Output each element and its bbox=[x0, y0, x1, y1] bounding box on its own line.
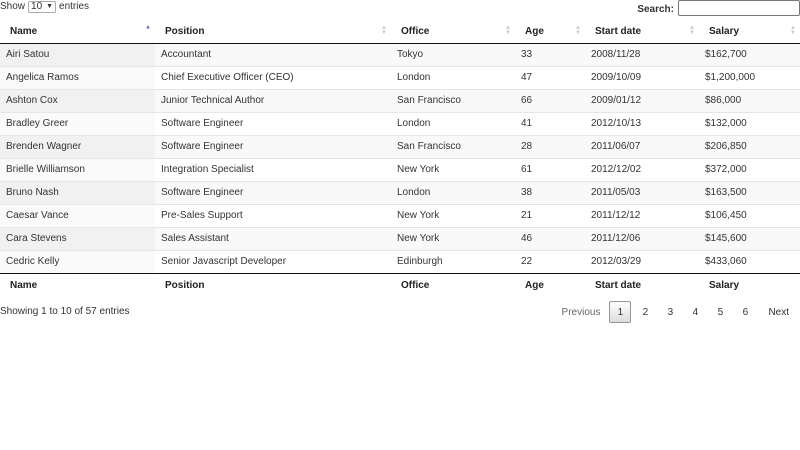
column-header-position[interactable] bbox=[155, 20, 391, 43]
cell-salary: $162,700 bbox=[699, 43, 800, 66]
column-header-label: Start date bbox=[595, 25, 642, 37]
pagination-page-button[interactable]: 4 bbox=[692, 306, 699, 318]
table-info: Showing 1 to 10 of 57 entries bbox=[0, 306, 130, 317]
cell-position: Software Engineer bbox=[155, 112, 391, 135]
cell-salary: $132,000 bbox=[699, 112, 800, 135]
cell-start-date: 2012/03/29 bbox=[585, 250, 699, 273]
pagination-page-button[interactable]: 5 bbox=[717, 306, 724, 318]
table-row bbox=[0, 227, 800, 250]
sort-ascending-icon: ▲ bbox=[145, 24, 151, 31]
cell-office: Tokyo bbox=[391, 43, 515, 66]
cell-office: London bbox=[391, 112, 515, 135]
entries-length-select[interactable] bbox=[28, 1, 56, 13]
cell-position: Software Engineer bbox=[155, 135, 391, 158]
sort-both-icon: ▲ ▼ bbox=[505, 25, 511, 37]
column-header-label: Office bbox=[401, 25, 430, 37]
cell-position: Pre-Sales Support bbox=[155, 204, 391, 227]
pagination bbox=[556, 301, 798, 323]
sort-both-icon: ▲ ▼ bbox=[689, 25, 695, 37]
column-header-label: Age bbox=[525, 25, 544, 37]
column-header-salary[interactable] bbox=[699, 20, 800, 43]
table-row bbox=[0, 43, 800, 66]
cell-office: San Francisco bbox=[391, 89, 515, 112]
cell-age: 47 bbox=[515, 66, 585, 89]
pagination-next-button[interactable]: Next bbox=[768, 306, 789, 318]
column-header-label: Position bbox=[165, 25, 205, 37]
column-footer-name: Name bbox=[0, 273, 155, 297]
cell-age: 22 bbox=[515, 250, 585, 273]
cell-start-date: 2011/12/12 bbox=[585, 204, 699, 227]
column-footer-salary: Salary bbox=[699, 273, 800, 297]
cell-salary: $163,500 bbox=[699, 181, 800, 204]
cell-start-date: 2012/12/02 bbox=[585, 158, 699, 181]
column-header-start-date[interactable] bbox=[585, 20, 699, 43]
cell-start-date: 2011/12/06 bbox=[585, 227, 699, 250]
column-header-label: Salary bbox=[709, 25, 740, 37]
column-footer-age: Age bbox=[515, 273, 585, 297]
cell-office: San Francisco bbox=[391, 135, 515, 158]
cell-age: 21 bbox=[515, 204, 585, 227]
cell-start-date: 2012/10/13 bbox=[585, 112, 699, 135]
cell-name: Angelica Ramos bbox=[0, 66, 155, 89]
cell-office: New York bbox=[391, 204, 515, 227]
pagination-previous-button[interactable]: Previous bbox=[561, 306, 601, 318]
cell-name: Airi Satou bbox=[0, 43, 155, 66]
cell-salary: $1,200,000 bbox=[699, 66, 800, 89]
cell-office: New York bbox=[391, 158, 515, 181]
column-footer-office: Office bbox=[391, 273, 515, 297]
cell-age: 61 bbox=[515, 158, 585, 181]
cell-name: Brielle Williamson bbox=[0, 158, 155, 181]
cell-name: Brenden Wagner bbox=[0, 135, 155, 158]
cell-age: 46 bbox=[515, 227, 585, 250]
sort-both-icon: ▲ ▼ bbox=[575, 25, 581, 37]
pagination-page-button[interactable]: 3 bbox=[667, 306, 674, 318]
pagination-page-button[interactable]: 2 bbox=[642, 306, 649, 318]
cell-position: Senior Javascript Developer bbox=[155, 250, 391, 273]
table-footer-row bbox=[0, 273, 800, 297]
column-header-label: Name bbox=[10, 25, 38, 37]
table-row bbox=[0, 112, 800, 135]
cell-name: Cedric Kelly bbox=[0, 250, 155, 273]
column-header-name[interactable] bbox=[0, 20, 155, 43]
cell-office: London bbox=[391, 181, 515, 204]
table-row bbox=[0, 66, 800, 89]
pagination-page-button[interactable]: 6 bbox=[742, 306, 749, 318]
cell-age: 28 bbox=[515, 135, 585, 158]
column-header-office[interactable] bbox=[391, 20, 515, 43]
cell-salary: $86,000 bbox=[699, 89, 800, 112]
entries-length-prefix: Show bbox=[0, 1, 26, 12]
cell-age: 41 bbox=[515, 112, 585, 135]
pagination-page-button[interactable]: 1 bbox=[609, 301, 631, 323]
cell-office: New York bbox=[391, 227, 515, 250]
cell-position: Software Engineer bbox=[155, 181, 391, 204]
cell-salary: $106,450 bbox=[699, 204, 800, 227]
column-footer-start-date: Start date bbox=[585, 273, 699, 297]
cell-name: Bradley Greer bbox=[0, 112, 155, 135]
chevron-down-icon: ▼ bbox=[46, 3, 54, 10]
cell-office: Edinburgh bbox=[391, 250, 515, 273]
cell-salary: $206,850 bbox=[699, 135, 800, 158]
cell-age: 33 bbox=[515, 43, 585, 66]
entries-length-control bbox=[0, 0, 89, 14]
cell-name: Bruno Nash bbox=[0, 181, 155, 204]
data-table bbox=[0, 20, 800, 297]
table-row bbox=[0, 89, 800, 112]
entries-length-value: 10 bbox=[31, 1, 43, 12]
cell-salary: $433,060 bbox=[699, 250, 800, 273]
table-row bbox=[0, 135, 800, 158]
cell-office: London bbox=[391, 66, 515, 89]
search-input[interactable] bbox=[678, 0, 800, 16]
search-label: Search: bbox=[637, 3, 674, 15]
cell-age: 66 bbox=[515, 89, 585, 112]
cell-position: Integration Specialist bbox=[155, 158, 391, 181]
column-footer-position: Position bbox=[155, 273, 391, 297]
sort-both-icon: ▲ ▼ bbox=[790, 25, 796, 37]
cell-start-date: 2011/06/07 bbox=[585, 135, 699, 158]
cell-name: Cara Stevens bbox=[0, 227, 155, 250]
cell-salary: $145,600 bbox=[699, 227, 800, 250]
table-row bbox=[0, 181, 800, 204]
cell-position: Accountant bbox=[155, 43, 391, 66]
cell-position: Sales Assistant bbox=[155, 227, 391, 250]
search-control bbox=[637, 0, 800, 16]
cell-salary: $372,000 bbox=[699, 158, 800, 181]
table-row bbox=[0, 204, 800, 227]
table-row bbox=[0, 158, 800, 181]
column-header-age[interactable] bbox=[515, 20, 585, 43]
cell-position: Junior Technical Author bbox=[155, 89, 391, 112]
cell-position: Chief Executive Officer (CEO) bbox=[155, 66, 391, 89]
cell-age: 38 bbox=[515, 181, 585, 204]
sort-both-icon: ▲ ▼ bbox=[381, 25, 387, 37]
cell-start-date: 2009/10/09 bbox=[585, 66, 699, 89]
table-row bbox=[0, 250, 800, 273]
cell-start-date: 2009/01/12 bbox=[585, 89, 699, 112]
entries-length-suffix: entries bbox=[59, 1, 90, 12]
cell-start-date: 2011/05/03 bbox=[585, 181, 699, 204]
cell-name: Caesar Vance bbox=[0, 204, 155, 227]
cell-name: Ashton Cox bbox=[0, 89, 155, 112]
table-header-row bbox=[0, 20, 800, 43]
cell-start-date: 2008/11/28 bbox=[585, 43, 699, 66]
